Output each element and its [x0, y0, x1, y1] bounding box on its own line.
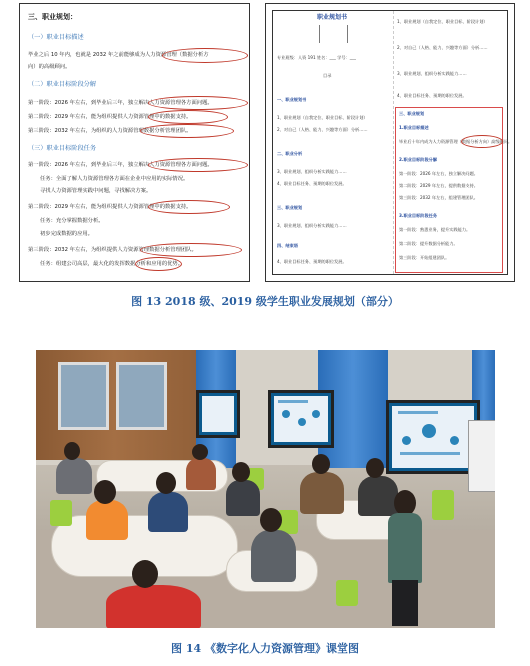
- vertical-title: 职业规划书: [317, 14, 348, 21]
- right-page-frame: [272, 10, 513, 275]
- plan-subheading-1: （一）职业目标描述: [28, 34, 84, 41]
- highlight-ellipse: [140, 124, 234, 138]
- career-plan-page-right: [265, 3, 515, 282]
- stage-task-line: 任务：充分掌握数据分析。: [40, 218, 104, 224]
- toc-item: 四、结束语: [277, 243, 298, 248]
- toc-text: 2、对自己（人格、能力、兴趣等方面）分析……: [277, 127, 368, 132]
- stage-goal-line: 第二阶段：2029 年左右，能为组织提供人力资源管理中的数据支持。: [28, 114, 192, 120]
- plan-paragraph-line: 毕业之后 10 年内，也就是 2032 年之前能够成为人力资源管理（数据分析方: [28, 52, 209, 58]
- student: [56, 458, 92, 494]
- section-text: 第二阶段：提升数据分析能力。: [399, 241, 458, 246]
- highlight-ellipse: [135, 257, 182, 271]
- student-head: [260, 508, 282, 532]
- classroom-photo: [36, 350, 495, 628]
- section-heading: 3.职业目标阶段任务: [399, 213, 438, 218]
- highlight-ellipse: [148, 110, 228, 124]
- section-heading: 三、职业规划: [399, 111, 425, 116]
- student-head: [132, 560, 158, 588]
- green-chair: [50, 500, 72, 526]
- student-head: [366, 458, 384, 478]
- title-rule: [347, 25, 348, 43]
- plan-heading: 三、职业规划：: [28, 13, 77, 21]
- wall-screen: [386, 400, 480, 474]
- stage-task-line: 第一阶段：2026 年左右，到毕业后三年，独立解决人力资源管理各方面问题。: [28, 162, 213, 168]
- student-head: [156, 472, 176, 494]
- student: [226, 480, 260, 516]
- student-head: [64, 442, 80, 460]
- plan-subheading-3: （三）职业目标阶段任务: [28, 145, 97, 152]
- toc-item: 二、职业分析: [277, 151, 303, 156]
- teacher: [388, 513, 422, 583]
- student: [300, 472, 344, 514]
- plan-paragraph-line: 向）的高级顾问。: [28, 64, 71, 70]
- section-heading: 1.职业目标描述: [399, 125, 429, 130]
- contents-label: 目录: [323, 73, 332, 78]
- student: [251, 530, 296, 582]
- toc-text: 4、职业目标任务、预期的职位发展。: [277, 181, 347, 186]
- stage-goal-line: 第三阶段：2032 年左右，为组织的人力资源管理数据分析管理团队。: [28, 128, 192, 134]
- plan-subheading-2: （二）职业目标阶段分解: [28, 81, 97, 88]
- student: [148, 492, 188, 532]
- stage-task-line: 第三阶段：2032 年左右，为组织提供人力资源管理数据分析管理团队。: [28, 247, 197, 253]
- stage-task-line: 第二阶段：2029 年左右，能为组织提供人力资源管理中的数据支持。: [28, 204, 192, 210]
- highlight-box: [395, 107, 503, 273]
- highlight-ellipse: [148, 158, 248, 172]
- toc-text: 3、职业规划、组织分析实践能力……: [277, 223, 347, 228]
- title-rule: [319, 25, 320, 43]
- section-text: 第三阶段：开始组建团队。: [399, 255, 450, 260]
- figure-13: [19, 3, 514, 282]
- toc-item: 一、职业规划书: [277, 97, 307, 102]
- section-text: 第一阶段：熟悉业务，提升实践能力。: [399, 227, 471, 232]
- highlight-ellipse: [461, 135, 503, 148]
- student: [358, 476, 398, 516]
- column-separator: [393, 11, 394, 274]
- highlight-ellipse: [140, 243, 242, 257]
- stage-goal-line: 第一阶段：2026 年左右，到毕业后三年，独立解决人力资源管理各方面问题。: [28, 100, 213, 106]
- student-head: [94, 480, 116, 504]
- student-head: [232, 462, 250, 482]
- window: [58, 362, 109, 430]
- highlight-ellipse: [148, 96, 248, 110]
- toc-text: 4、职业目标任务、预期的职位发展。: [277, 259, 347, 264]
- section-heading: 2.职业目标阶段分解: [399, 157, 438, 162]
- section-text: 第一阶段：2026 年左右，独立解决问题。: [399, 171, 478, 176]
- toc-item: 三、职业规划: [277, 205, 303, 210]
- student: [86, 500, 128, 540]
- highlight-ellipse: [162, 48, 248, 63]
- career-plan-page-left: [19, 3, 250, 282]
- toc-text: 1、职业规划（自我定位、职业目标、阶段计划）: [277, 115, 368, 120]
- student-head: [312, 454, 330, 474]
- figure-13-caption: 图 13 2018 级、2019 级学生职业发展规划（部分）: [131, 295, 399, 308]
- whiteboard: [468, 420, 495, 492]
- wall-screen: [268, 390, 334, 448]
- green-chair: [432, 490, 454, 520]
- summary-line: 4、职业目标任务、预期的职位发展。: [397, 93, 467, 98]
- wall-screen: [196, 390, 240, 438]
- student-head: [192, 444, 208, 460]
- figure-14-caption: 图 14 《数字化人力资源管理》课堂图: [171, 642, 359, 655]
- section-text: 毕业后十年内成为人力资源管理（数据分析方向）高级顾问。: [399, 139, 513, 144]
- stage-task-line: 初步完成数据的应用。: [40, 231, 93, 237]
- section-text: 第三阶段：2032 年左右，组建管理团队。: [399, 195, 478, 200]
- toc-text: 3、职业规划、组织分析实践能力……: [277, 169, 347, 174]
- student: [106, 585, 201, 628]
- student: [186, 458, 216, 490]
- stage-task-line: 寻找人力资源管理实践中问题，寻找解决方案。: [40, 188, 152, 194]
- highlight-ellipse: [148, 200, 230, 214]
- stage-task-line: 任务：组建公司高层，最大化的发挥数据分析和应用的优势。: [40, 261, 184, 267]
- summary-line: 1、职业规划（自我定位、职业目标、阶段计划）: [397, 19, 488, 24]
- summary-line: 3、职业规划、组织分析实践能力……: [397, 71, 467, 76]
- stage-task-line: 任务：全面了解人力资源管理各方面在企业中应用的实际情况。: [40, 176, 189, 182]
- green-chair: [336, 580, 358, 606]
- section-text: 第二阶段：2029 年左右，提供数据支持。: [399, 183, 478, 188]
- summary-line: 2、对自己（人格、能力、兴趣等方面）分析……: [397, 45, 488, 50]
- plan-meta: 专业班级：人资 191 姓名：___ 学号：___: [277, 55, 356, 60]
- window: [116, 362, 167, 430]
- teacher-legs: [392, 580, 418, 626]
